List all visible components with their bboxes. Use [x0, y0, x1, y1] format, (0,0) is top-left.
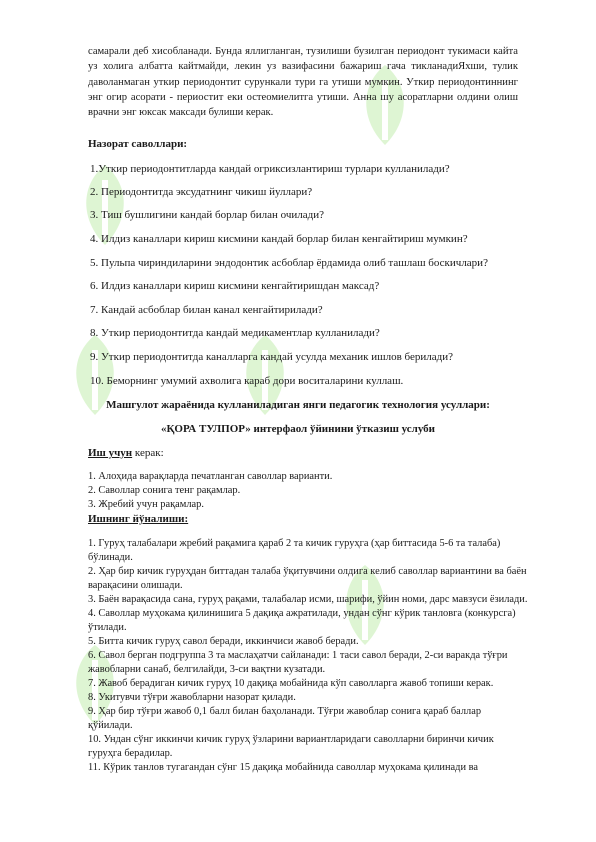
list-item: 8. Укитувчи тўғри жавобларни назорат қилади. [88, 692, 296, 703]
list-item: 3. Жребий учун рақамлар. [88, 499, 204, 510]
question-item: 1.Уткир периодонтитларда кандай огриксизлантириш турлари кулланилади? [90, 163, 450, 175]
list-item: 3. Баён варақасида сана, гуруҳ рақами, талабалар исми, шарифи, ўйин номи, дарс мавзуси ёзилади. [88, 594, 528, 605]
steps-list [88, 537, 528, 775]
questions-title: Назорат саволлари: [88, 138, 188, 150]
work-label-underlined: Иш учун [88, 447, 133, 459]
question-item: 8. Уткир периодонтитда кандай медикаментлар кулланилади? [90, 327, 380, 339]
list-item: 6. Савол берган подгруппа 3 та маслаҳатчи сайланади: 1 таси савол беради, 2-си варакда тўғри жавобларни санаб, белгилайди, 3-си вақтни кузатади. [88, 650, 508, 675]
question-item: 4. Илдиз каналлари кириш кисмини кандай борлар билан кенгайтириш мумкин? [90, 233, 468, 245]
work-label [88, 447, 164, 459]
list-item: 2. Ҳар бир кичик гуруҳдан биттадан талаба ўқитувчини олдига келиб саволлар вариантини ва баён варақасини олишади. [88, 566, 527, 591]
question-item: 6. Илдиз каналлари кириш кисмини кенгайтиришдан максад? [90, 280, 380, 292]
list-item: 4. Саволлар муҳокама қилинишига 5 дақиқа ажратилади, ундан сўнг кўрик танловга (конкурсга) ўтилади. [88, 608, 516, 633]
list-item: 7. Жавоб берадиган кичик гуруҳ 10 дақиқа мобайнида кўп саволларга жавоб топиши керак. [88, 678, 494, 689]
work-label-rest: керак: [132, 447, 164, 459]
list-item: 1. Гуруҳ талабалари жребий рақамига қараб 2 та кичик гуруҳга (ҳар биттасида 5-6 та талаба) бўлинади. [88, 538, 501, 563]
intro-paragraph: самарали деб хисобланади. Бунда яллигланган, тузилиши бузилган периодонт тукимаси кайта уз холига албатта кайтмайди, лекин уз вазифасини бажариш гача тикланадиЯхши, тулик даволанмаган уткир периодонтит сурункали тури га утиши мумкин. Уткир периодонтиннинг энг огир асорати - периостит еки остеомиелитга утиши. Анна шу асоратларни олдини олиш врачни энг юксак максади булиши керак. [88, 46, 518, 119]
question-item: 5. Пульпа чириндиларини эндодонтик асбоблар ёрдамида олиб ташлаш боскичлари? [90, 257, 488, 269]
list-item: 11. Кўрик танлов тугагандан сўнг 15 дақиқа мобайнида саволлар муҳокама қилинади ва [88, 762, 478, 773]
list-item: 9. Ҳар бир тўғри жавоб 0,1 балл билан баҳоланади. Тўғри жавоблар сонига қараб баллар қўйилади. [88, 706, 482, 731]
tech-heading: Машгулот жараёнида кулланиладиган янги педагогик технология усуллари: [106, 399, 490, 411]
question-item: 2. Периодонтитда эксудатнинг чикиш йуллари? [90, 186, 313, 198]
needs-list [88, 470, 528, 512]
list-item: 2. Саволлар сонига тенг рақамлар. [88, 485, 241, 496]
list-item: 5. Битта кичик гуруҳ савол беради, иккинчиси жавоб беради. [88, 636, 359, 647]
question-item: 10. Беморнинг умумий ахволига караб дори воситаларини куллаш. [90, 375, 404, 387]
list-item: 10. Ундан сўнг иккинчи кичик гуруҳ ўзларини вариантларидаги саволларни биринчи кичик гуруҳга берадилар. [88, 734, 494, 759]
game-heading: «ҚОРА ТУЛПОР» интерфаол ўйинини ўтказиш услуби [160, 423, 436, 435]
procedure-label: Ишнинг йўналиши: [88, 513, 189, 525]
question-item: 9. Уткир периодонтитда каналларга кандай усулда механик ишлов берилади? [90, 351, 453, 363]
question-item: 7. Кандай асбоблар билан канал кенгайтирилади? [90, 304, 323, 316]
question-item: 3. Тиш бушлигини кандай борлар билан очилади? [90, 209, 324, 221]
list-item: 1. Алоҳида варақларда печатланган саволлар варианти. [88, 471, 333, 482]
